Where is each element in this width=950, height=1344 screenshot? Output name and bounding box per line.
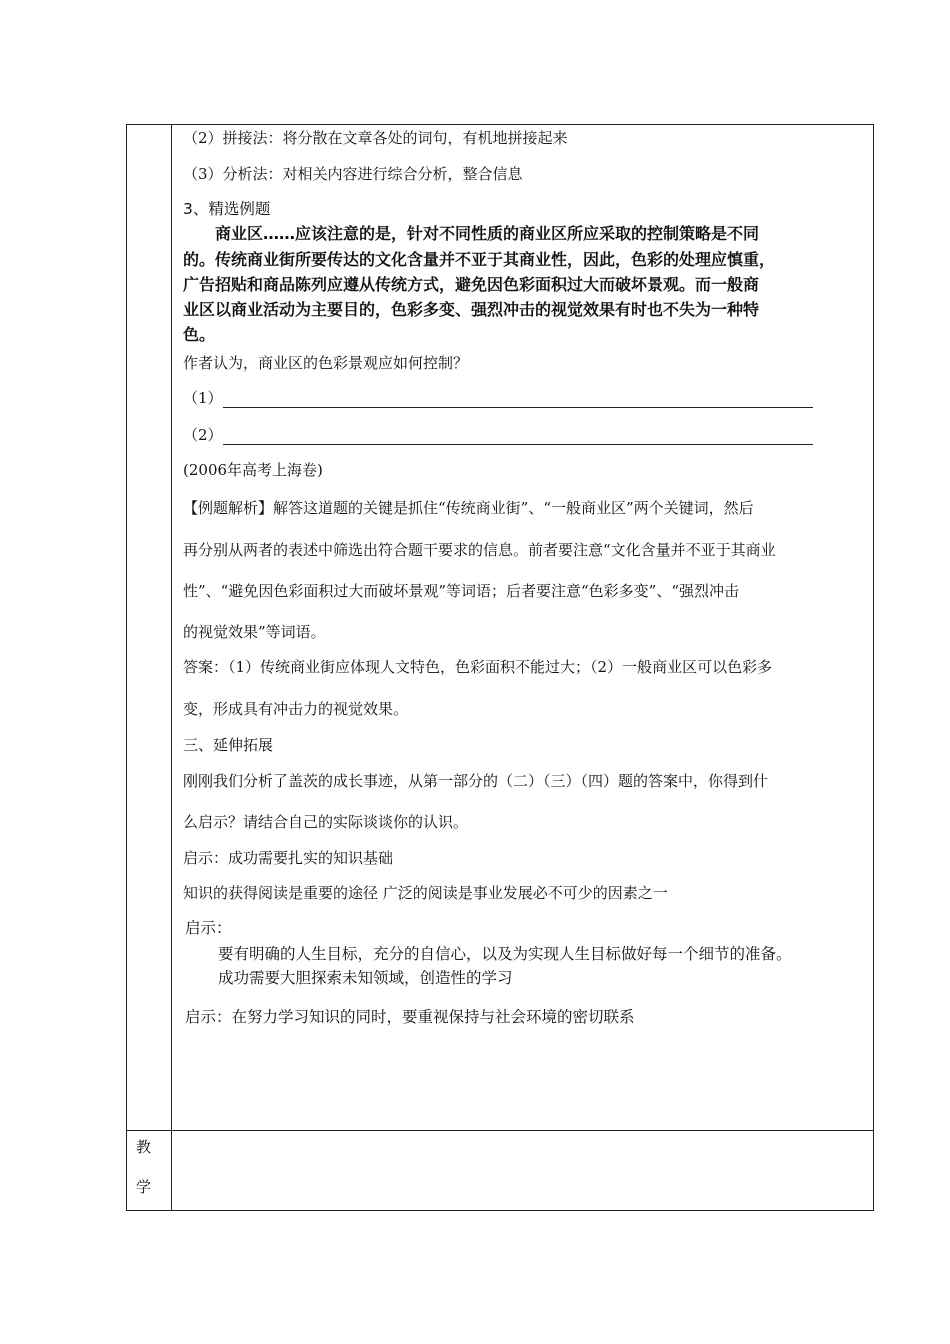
row-divider	[126, 1130, 874, 1131]
answer-line: 答案：（1）传统商业街应体现人文特色，色彩面积不能过大；（2）一般商业区可以色彩多	[183, 658, 773, 676]
side-label: 学	[136, 1178, 152, 1196]
blank-label: （1）	[183, 389, 223, 407]
analysis-line: 性”、“避免因色彩面积过大而破坏景观”等词语；后者要注意“色彩多变”、“强烈冲击	[183, 582, 740, 600]
example-source: (2006年高考上海卷)	[183, 461, 323, 479]
insight-3: 启示：在努力学习知识的同时，要重视保持与社会环境的密切联系	[185, 1008, 635, 1026]
extension-question-line: 刚刚我们分析了盖茨的成长事迹，从第一部分的（二）（三）（四）题的答案中，你得到什	[183, 772, 769, 790]
passage-line: 色。	[183, 325, 216, 344]
passage-line: 广告招贴和商品陈列应遵从传统方式，避免因色彩面积过大而破坏景观。而一般商	[183, 275, 760, 294]
extension-heading: 三、延伸拓展	[183, 736, 274, 754]
answer-line: 变，形成具有冲击力的视觉效果。	[183, 700, 409, 718]
passage-line: 的。传统商业街所要传达的文化含量并不亚于其商业性，因此，色彩的处理应慎重，	[183, 250, 776, 269]
insight-2-line: 要有明确的人生目标，充分的自信心，以及为实现人生目标做好每一个细节的准备。	[218, 945, 792, 963]
insight-1-detail: 知识的获得阅读是重要的途径 广泛的阅读是事业发展必不可少的因素之一	[183, 884, 668, 902]
analysis-line: 【例题解析】解答这道题的关键是抓住“传统商业街”、“一般商业区”两个关键词，然后	[183, 499, 754, 517]
method-item-3: （3）分析法：对相关内容进行综合分析，整合信息	[183, 165, 523, 183]
example-question: 作者认为，商业区的色彩景观应如何控制？	[183, 354, 469, 372]
answer-blank-2[interactable]	[183, 425, 813, 445]
side-label: 教	[136, 1138, 152, 1156]
passage-line: 业区以商业活动为主要目的，色彩多变、强烈冲击的视觉效果有时也不失为一种特	[183, 300, 760, 319]
blank-line	[223, 430, 813, 445]
insight-2-line: 成功需要大胆探索未知领域，创造性的学习	[218, 969, 513, 987]
insight-2-label: 启示：	[185, 919, 232, 937]
blank-label: （2）	[183, 426, 223, 444]
analysis-line: 再分别从两者的表述中筛选出符合题干要求的信息。前者要注意“文化含量并不亚于其商业	[183, 541, 776, 559]
example-heading: 3、精选例题	[183, 200, 271, 218]
blank-line	[223, 393, 813, 408]
extension-question-line: 么启示？请结合自己的实际谈谈你的认识。	[183, 813, 469, 831]
column-divider	[171, 124, 172, 1211]
passage-line: 商业区……应该注意的是，针对不同性质的商业区所应采取的控制策略是不同	[215, 224, 760, 243]
insight-1: 启示：成功需要扎实的知识基础	[183, 849, 394, 867]
method-item-2: （2）拼接法：将分散在文章各处的词句，有机地拼接起来	[183, 129, 568, 147]
answer-blank-1[interactable]	[183, 388, 813, 408]
analysis-line: 的视觉效果”等词语。	[183, 623, 326, 641]
